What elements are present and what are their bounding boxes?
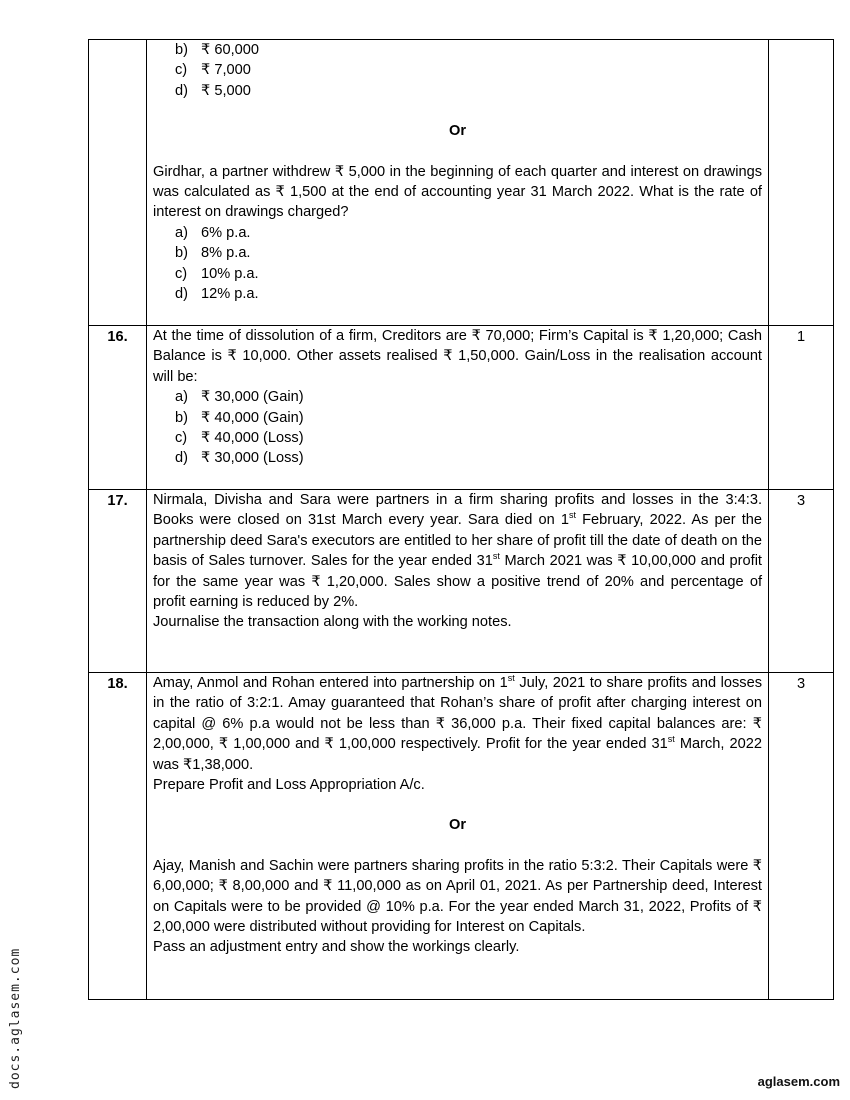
question-text: Ajay, Manish and Sachin were partners sharing profits in the ratio 5:3:2. Their Capitals were ₹ 6,00,000; ₹ 8,00,000 and ₹ 11,00,000 as on April 01, 2021. As per Partnership deed, Interest on Capitals were to be provided @ 10% p.a. For the year ended March 31, 2022, Profits of ₹ 2,00,000 were distributed without providing for Interest on Capitals. — [153, 857, 762, 936]
question-row-17 — [89, 490, 834, 673]
option: b) 8% p.a. — [175, 245, 251, 262]
question-instruction: Prepare Profit and Loss Appropriation A/c. — [153, 777, 425, 794]
option: a) 6% p.a. — [175, 224, 251, 241]
marks-cell: 3 — [769, 490, 834, 673]
question-text: At the time of dissolution of a firm, Creditors are ₹ 70,000; Firm’s Capital is ₹ 1,20,000; Cash Balance is ₹ 10,000. Other assets realised ₹ 1,50,000. Gain/Loss in the realisation account will be: — [153, 328, 762, 385]
option: c) 10% p.a. — [175, 265, 259, 282]
question-number — [89, 40, 147, 326]
question-text: Nirmala, Divisha and Sara were partners in a firm sharing profits and losses in the 3:4:3. Books were closed on 31st March every year. Sara died on 1st February, 2022. As per the partnership deed Sara's executors are entitled to her share of profit till the date of death on the basis of Sales turnover. Sales for the year ended 31st March 2021 was ₹ 10,00,000 and profit for the same year was ₹ 1,20,000. Sales show a positive trend of 20% and percentage of profit earning is reduced by 2%. — [153, 492, 763, 611]
option: a) ₹ 30,000 (Gain) — [175, 389, 304, 406]
footer-brand: aglasem.com — [757, 1074, 840, 1089]
question-body — [147, 673, 769, 1000]
question-number: 18. — [89, 673, 147, 1000]
side-watermark: docs.aglasem.com — [8, 947, 23, 1089]
question-instruction: Pass an adjustment entry and show the workings clearly. — [153, 939, 520, 956]
option: d) ₹ 5,000 — [175, 82, 251, 99]
question-text: Girdhar, a partner withdrew ₹ 5,000 in the beginning of each quarter and interest on drawings was calculated as ₹ 1,500 at the end of accounting year 31 March 2022. What is the rate of interest on drawings charged? — [153, 163, 762, 221]
marks-cell: 3 — [769, 673, 834, 1000]
question-body — [147, 490, 769, 673]
option: d) 12% p.a. — [175, 286, 259, 303]
question-instruction: Journalise the transaction along with the working notes. — [153, 614, 512, 631]
question-text: Amay, Anmol and Rohan entered into partnership on 1st July, 2021 to share profits and losses in the ratio of 3:2:1. Amay guaranteed that Rohan’s share of profit after charging interest on capital @ 6% p.a would not be less than ₹ 36,000 p.a. Their fixed capital balances are: ₹ 2,00,000, ₹ 1,00,000 and ₹ 1,00,000 respectively. Profit for the year ended 31st March, 2022 was ₹1,38,000. — [153, 673, 762, 773]
question-row-15-continued — [89, 40, 834, 326]
option: c) ₹ 7,000 — [175, 62, 251, 79]
question-number: 17. — [89, 490, 147, 673]
option: b) ₹ 60,000 — [175, 42, 259, 58]
question-row-16 — [89, 326, 834, 490]
question-table — [88, 39, 834, 1000]
marks-cell — [769, 40, 834, 326]
marks-cell: 1 — [769, 326, 834, 490]
question-body — [147, 326, 769, 490]
question-row-18 — [89, 673, 834, 1000]
option: d) ₹ 30,000 (Loss) — [175, 450, 304, 467]
question-body — [147, 40, 769, 326]
question-number: 16. — [89, 326, 147, 490]
or-separator: Or — [448, 123, 467, 140]
option: c) ₹ 40,000 (Loss) — [175, 430, 304, 447]
or-separator: Or — [448, 817, 467, 834]
option: b) ₹ 40,000 (Gain) — [175, 409, 304, 426]
